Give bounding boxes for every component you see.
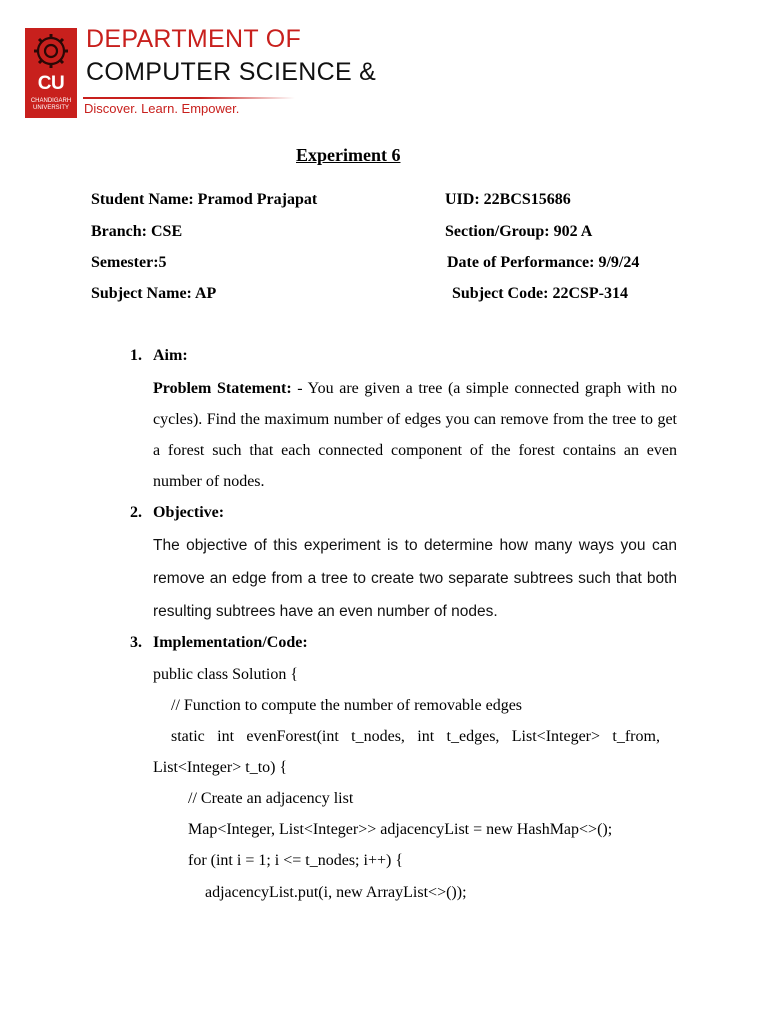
code-token: t_nodes, [351,728,405,745]
university-logo [25,28,77,118]
code-line: List<Integer> t_to) { [153,759,288,776]
aim-number: 1. [130,347,142,364]
experiment-title: Experiment 6 [296,145,401,165]
problem-statement-text: - You are given a tree (a simple connected graph with no cycles). Find the maximum number of edges you can remove from the tree to get a forest such that each connected component of the forest contains an even number of nodes. [153,380,677,490]
logo-name-line2: UNIVERSITY [32,105,69,111]
code-line: // Create an adjacency list [188,790,354,807]
objective-number: 2. [130,504,142,521]
semester: Semester:5 [91,254,167,271]
code-token: t_from, [612,728,660,745]
subject-code: Subject Code: 22CSP-314 [452,285,628,302]
code-token: evenForest(int [246,728,339,745]
branch: Branch: CSE [91,223,183,240]
logo-initials: CU [37,73,65,94]
subject-name: Subject Name: AP [91,285,217,302]
code-line-justified [171,728,660,746]
code-token: List<Integer> [511,728,601,745]
code-token: int [417,728,435,745]
code-token: int [217,728,235,745]
department-title-line2: COMPUTER SCIENCE & [86,58,377,86]
code-line: for (int i = 1; i <= t_nodes; i++) { [188,852,403,869]
logo-name-line1: CHANDIGARH [30,98,72,104]
section-group: Section/Group: 902 A [445,223,593,240]
implementation-heading: Implementation/Code: [153,634,308,651]
code-token: static [171,728,205,745]
student-name: Student Name: Pramod Prajapat [91,191,318,208]
implementation-number: 3. [130,634,142,651]
department-title-line1: DEPARTMENT OF [86,25,302,53]
gear-emblem-icon [25,28,77,74]
code-token: t_edges, [446,728,500,745]
tagline: Discover. Learn. Empower. [84,101,240,116]
aim-heading: Aim: [153,347,188,364]
code-line: Map<Integer, List<Integer>> adjacencyList = new HashMap<>(); [188,821,613,838]
objective-heading: Objective: [153,504,225,521]
objective-text: The objective of this experiment is to determine how many ways you can remove an edge from a tree to create two separate subtrees such that both resulting subtrees have an even number of nodes. [153,537,677,620]
header-divider [83,97,295,99]
problem-statement [153,373,677,497]
uid: UID: 22BCS15686 [445,191,571,208]
problem-statement-label: Problem Statement: [153,380,292,397]
date-of-performance: Date of Performance: 9/9/24 [447,254,640,271]
code-line: // Function to compute the number of removable edges [171,697,523,714]
code-line: adjacencyList.put(i, new ArrayList<>()); [205,884,467,901]
code-line: public class Solution { [153,666,299,683]
